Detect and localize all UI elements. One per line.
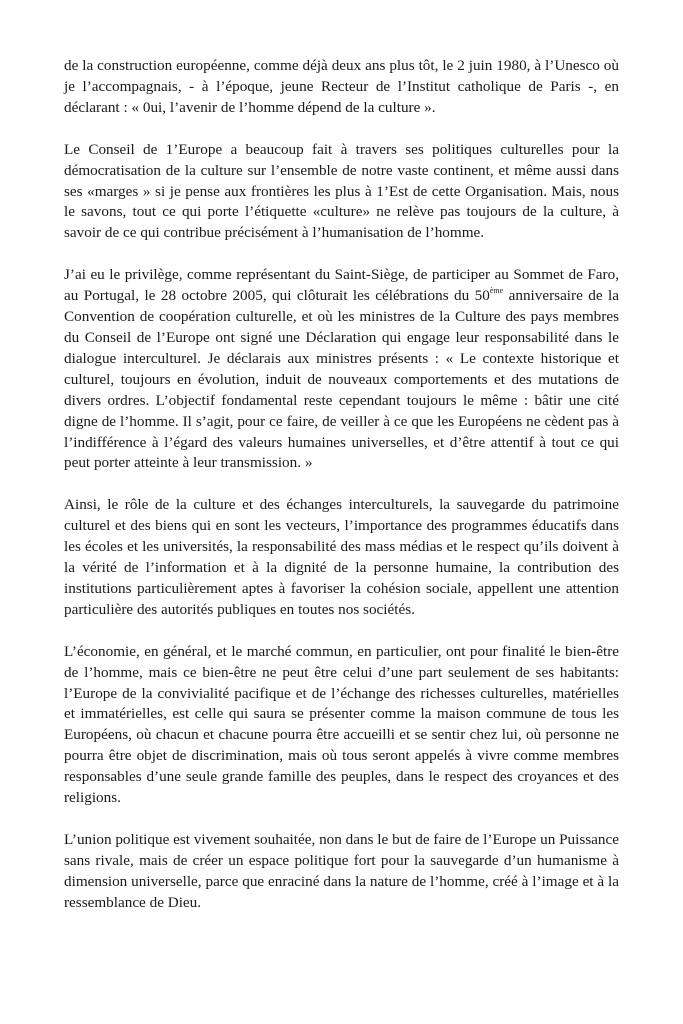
paragraph-3-part-1: J’ai eu le privilège, comme représentant du Saint-Siège, de participer au Sommet de Faro, au Portugal, le 28 octobre 2005, qui clôturait les célébrations du 50 (64, 266, 619, 305)
document-page (64, 56, 619, 935)
paragraph-2: Le Conseil de 1’Europe a beaucoup fait à travers ses politiques culturelles pour la démocratisation de la culture sur l’ensemble de notre vaste continent, et même aussi dans ses «marges » si je pense aux frontières les plus à 1’Est de cette Organisation. Mais, nous le savons, tout ce qui porte l’étiquette «culture» ne relève pas toujours de la culture, à savoir de ce qui contribue précisément à l’humanisation de l’homme. (64, 140, 619, 242)
paragraph-3 (64, 265, 619, 474)
superscript-ordinal: ème (489, 286, 504, 296)
paragraph-1: de la construction européenne, comme déjà deux ans plus tôt, le 2 juin 1980, à l’Unesco où je l’accompagnais, - à l’époque, jeune Recteur de l’Institut catholique de Paris -, en déclarant : « 0ui, l’avenir de l’homme dépend de la culture ». (64, 57, 619, 116)
paragraph-4: Ainsi, le rôle de la culture et des échanges interculturels, la sauvegarde du patrimoine culturel et des biens qui en sont les vecteurs, l’importance des programmes éducatifs dans les écoles et les universités, la responsabilité des mass médias et le respect qu’ils doivent à la vérité de l’information et à la dignité de la personne humaine, la contribution des institutions particulièrement aptes à favoriser la cohésion sociale, appellent une attention particulière des autorités publiques en toutes nos sociétés. (64, 496, 619, 618)
paragraph-3-part-2: anniversaire de la Convention de coopération culturelle, et où les ministres de la Culture des pays membres du Conseil de l’Europe ont signé une Déclaration qui engage leur responsabilité dans le dialogue interculturel. Je déclarais aux ministres présents : « Le contexte historique et culturel, toujours en évolution, induit de nouveaux comportements et des mutations de divers ordres. L’objectif fondamental reste cependant toujours le même : bâtir une cité digne de l’homme. Il s’agit, pour ce faire, de veiller à ce que les Européens ne cèdent pas à l’indifférence à l’égard des valeurs humaines universelles, et d’être attentif à tout ce qui peut porter atteinte à leur transmission. » (64, 287, 619, 472)
paragraph-6: L’union politique est vivement souhaitée, non dans le but de faire de l’Europe un Puissance sans rivale, mais de créer un espace politique fort pour la sauvegarde d’un humanisme à dimension universelle, parce que enraciné dans la nature de l’homme, créé à l’image et à la ressemblance de Dieu. (64, 831, 619, 911)
paragraph-5: L’économie, en général, et le marché commun, en particulier, ont pour finalité le bien-être de l’homme, mais ce bien-être ne peut être celui d’une part seulement de ses habitants: l’Europe de la convivialité pacifique et de l’échange des richesses culturelles, matérielles et immatérielles, est celle qui saura se présenter comme la maison commune de tous les Européens, où chacun et chacune pourra être accueilli et se sentir chez lui, où personne ne pourra être objet de discrimination, mais où tous seront appelés à vivre comme membres responsables d’une seule grande famille des peuples, dans le respect des croyances et des religions. (64, 642, 619, 807)
